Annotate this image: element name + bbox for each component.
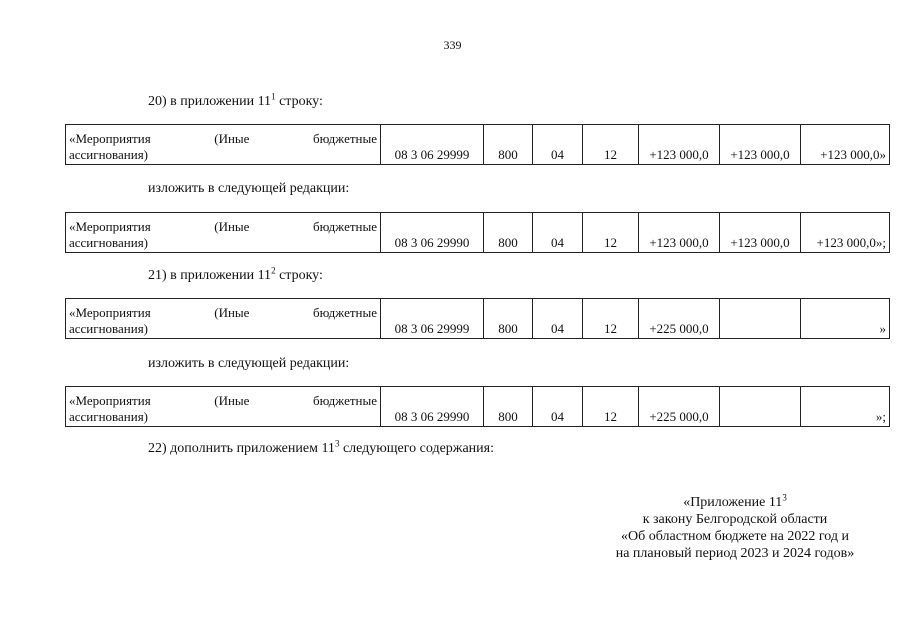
desc-word: «Мероприятия [69,131,151,146]
target-code: 08 3 06 29999 [381,125,484,165]
desc-word: «Мероприятия [69,219,151,234]
budget-row-3 [65,298,890,339]
page-number: 339 [443,38,462,52]
table-row [66,213,890,253]
sum-2023: +123 000,0 [720,213,801,253]
sum-2023 [720,387,801,427]
desc-word: ассигнования) [69,147,149,162]
subsection-code: 12 [583,387,639,427]
expense-type: 800 [484,213,533,253]
sum-2024: » [801,299,890,339]
budget-row-1 [65,124,890,165]
item-20-sup: 1 [271,91,276,102]
item-22-tail: следующего содержания: [339,441,494,456]
edit-instruction-1: изложить в следующей редакции: [148,181,350,196]
desc-word: бюджетные [312,219,377,234]
subsection-code: 12 [583,299,639,339]
subsection-code: 12 [583,125,639,165]
table-row [66,125,890,165]
target-code: 08 3 06 29990 [381,387,484,427]
row-description [66,299,381,339]
appendix-title: «Приложение 11 [683,495,783,510]
appendix-sup: 3 [782,492,787,503]
sum-2022: +225 000,0 [639,299,720,339]
subsection-code: 12 [583,213,639,253]
item-21-heading [148,265,323,284]
appendix-line-2: к закону Белгородской области [642,512,828,527]
budget-row-2 [65,212,890,253]
appendix-line-4: на плановый период 2023 и 2024 годов» [615,546,855,561]
sum-2024: »; [801,387,890,427]
section-code: 04 [533,125,583,165]
desc-word: (Иные [214,393,250,408]
desc-word: «Мероприятия [69,393,151,408]
expense-type: 800 [484,125,533,165]
row-description [66,213,381,253]
desc-word: «Мероприятия [69,305,151,320]
target-code: 08 3 06 29999 [381,299,484,339]
desc-word: (Иные [214,219,250,234]
section-code: 04 [533,299,583,339]
desc-word: (Иные [214,305,250,320]
item-20-heading [148,91,323,110]
item-21-text: 21) в приложении 11 [148,268,272,283]
item-21-sup: 2 [271,265,276,276]
desc-word: бюджетные [312,131,377,146]
expense-type: 800 [484,387,533,427]
edit-instruction-2: изложить в следующей редакции: [148,356,350,371]
desc-word: ассигнования) [69,409,149,424]
item-22-text: 22) дополнить приложением 11 [148,441,335,456]
sum-2023 [720,299,801,339]
sum-2023: +123 000,0 [720,125,801,165]
desc-word: (Иные [214,131,250,146]
table-row [66,387,890,427]
expense-type: 800 [484,299,533,339]
item-21-tail: строку: [275,268,323,283]
section-code: 04 [533,213,583,253]
row-description [66,125,381,165]
appendix-header [560,494,905,562]
desc-word: бюджетные [312,305,377,320]
sum-2024: +123 000,0» [801,125,890,165]
sum-2022: +123 000,0 [639,213,720,253]
desc-word: ассигнования) [69,321,149,336]
item-20-text: 20) в приложении 11 [148,94,272,109]
appendix-line-3: «Об областном бюджете на 2022 год и [621,529,849,544]
target-code: 08 3 06 29990 [381,213,484,253]
item-22-heading [148,438,494,457]
sum-2022: +225 000,0 [639,387,720,427]
budget-row-4 [65,386,890,427]
appendix-line-1 [560,494,905,511]
sum-2022: +123 000,0 [639,125,720,165]
item-22-sup: 3 [334,438,340,449]
sum-2024: +123 000,0»; [801,213,890,253]
desc-word: ассигнования) [69,235,149,250]
section-code: 04 [533,387,583,427]
row-description [66,387,381,427]
desc-word: бюджетные [312,393,377,408]
item-20-tail: строку: [275,94,323,109]
table-row [66,299,890,339]
